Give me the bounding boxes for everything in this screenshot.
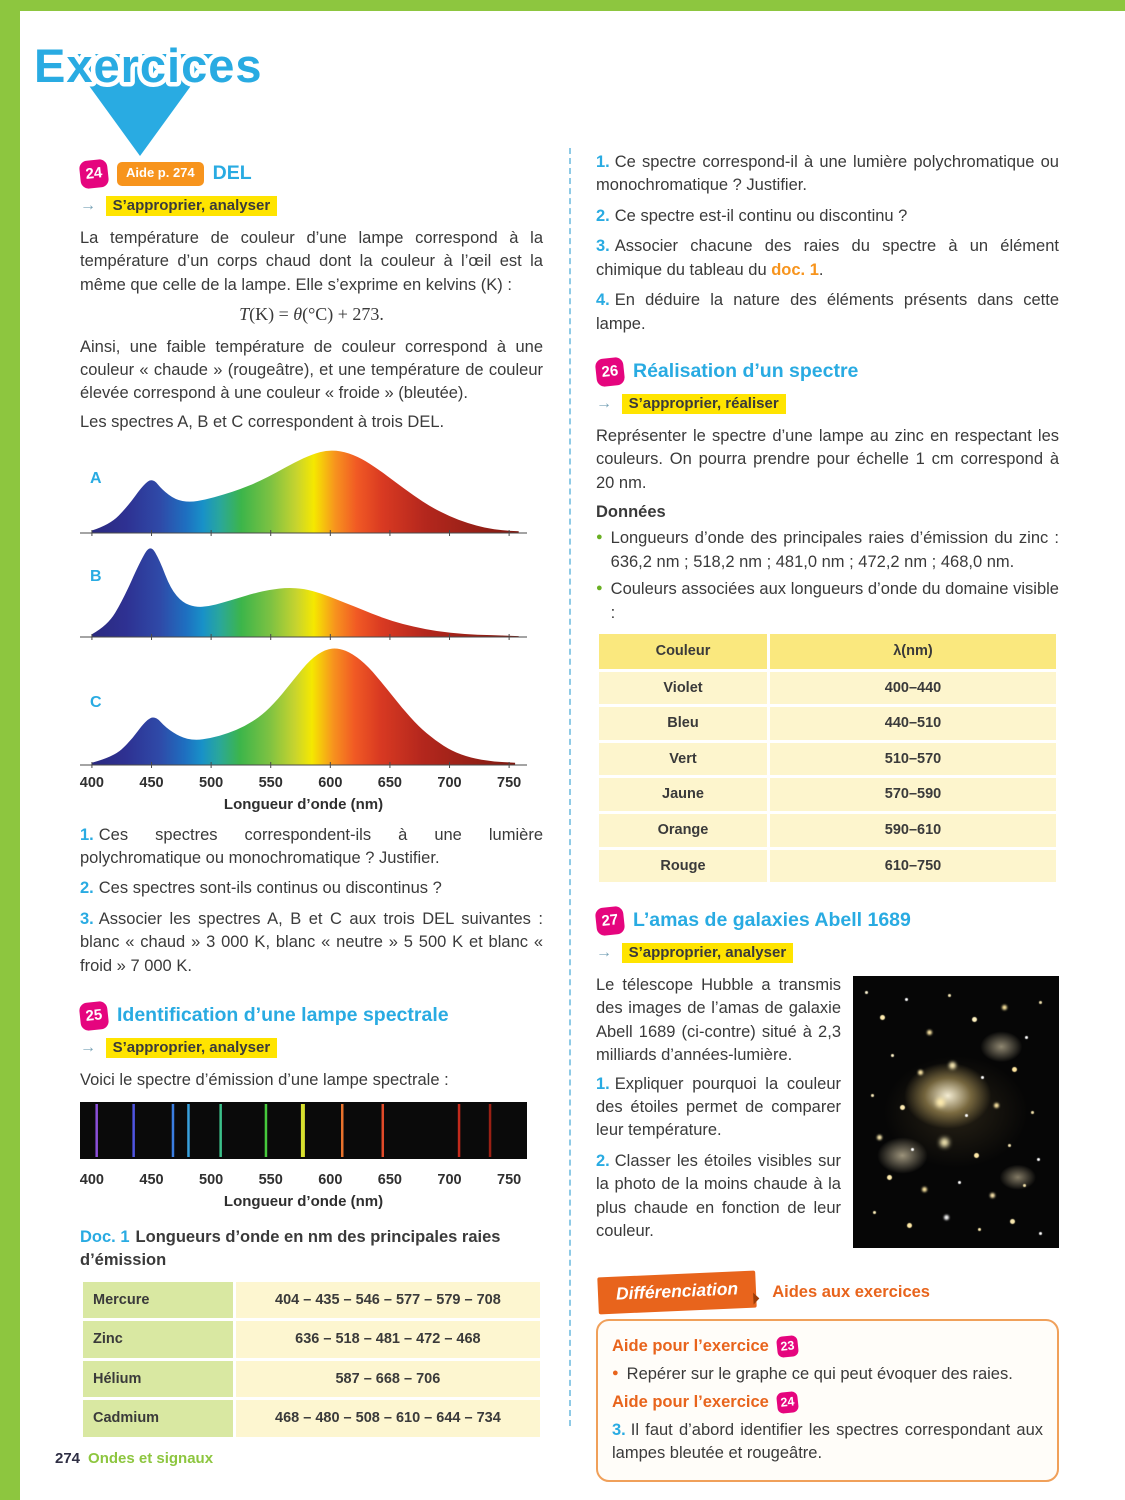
abell-1689-photo — [853, 976, 1059, 1248]
question-number: 1. — [596, 153, 610, 171]
table-header-row — [599, 634, 1056, 669]
aide-bullet — [612, 1363, 1043, 1386]
bullet-text: Longueurs d’onde des principales raies d’émission du zinc : 636,2 nm ; 518,2 nm ; 481,0 nm ; 472,2 nm ; 468,0 nm. — [610, 529, 1059, 571]
del-spectrum-a-chart — [80, 444, 527, 538]
page-title: Exercices — [34, 39, 263, 92]
paragraph: Voici le spectre d’émission d’une lampe spectrale : — [80, 1070, 449, 1089]
range-cell: 590–610 — [770, 814, 1056, 847]
axis-tick-label: 550 — [258, 775, 283, 792]
bullet-icon: ● — [596, 531, 603, 544]
exercise-title: L’amas de galaxies Abell 1689 — [633, 909, 911, 932]
column-divider — [569, 148, 571, 1426]
range-cell: 400–440 — [770, 672, 1056, 705]
axis-tick-label: 500 — [199, 775, 224, 792]
exercise-title: Identification d’une lampe spectrale — [117, 1004, 449, 1027]
bullet-text: Couleurs associées aux longueurs d’onde du domaine visible : — [610, 580, 1059, 622]
table-row — [599, 707, 1056, 740]
differentiation-section — [596, 1274, 1059, 1482]
axis-tick-label: 400 — [79, 1171, 105, 1188]
doc1-table — [80, 1279, 543, 1440]
question-text: Associer les spectres A, B et C aux trois DEL suivantes : blanc « chaud » 3 000 K, blanc « neutre » 5 500 K et blanc « froid » 7 000 K. — [80, 909, 543, 975]
curve-label-a: A — [90, 470, 102, 488]
exercise-24-header — [80, 160, 543, 188]
element-cell: Cadmium — [83, 1400, 233, 1437]
color-cell: Vert — [599, 743, 767, 776]
x-axis-label: Longueur d’onde (nm) — [223, 796, 384, 814]
exercise-24 — [80, 160, 543, 978]
question-number: 2. — [596, 206, 610, 225]
question-text: Ce spectre est-il continu ou discontinu ? — [614, 206, 908, 225]
bullet-icon: ● — [596, 582, 603, 595]
del-spectra-figure — [80, 444, 527, 815]
table-row — [83, 1400, 540, 1437]
exercise-title: DEL — [212, 162, 252, 185]
arrow-icon: → — [596, 944, 612, 962]
bullet-text: Repérer sur le graphe ce qui peut évoquer des raies. — [626, 1365, 1013, 1384]
paragraph: Le télescope Hubble a transmis des images de l’amas de galaxie Abell 1689 (ci-contre) situé à 2,3 milliards d’années-lumière. — [596, 975, 841, 1065]
axis-tick-label: 700 — [437, 1171, 462, 1188]
left-column — [80, 160, 543, 1440]
wavelength-axis-ticks — [80, 773, 527, 793]
table-row — [599, 672, 1056, 705]
aide-title — [612, 1335, 1043, 1358]
exercise-27 — [596, 907, 1059, 1254]
table-row — [599, 814, 1056, 847]
exercise-23-questions — [596, 151, 1059, 336]
data-bullet — [596, 527, 1059, 574]
arrow-icon: → — [80, 1039, 96, 1057]
values-cell: 587 – 668 – 706 — [236, 1361, 540, 1398]
doc1-caption-text: Longueurs d’onde en nm des principales raies d’émission — [80, 1227, 501, 1270]
curve-label-b: B — [90, 568, 102, 586]
question-number: 3. — [80, 909, 94, 928]
bullet-icon: ● — [612, 1367, 619, 1380]
aide-title-text: Aide pour l’exercice — [612, 1336, 769, 1355]
question-text: Classer les étoiles visibles sur la photo de la moins chaude à la plus chaude en fonction de leur couleur. — [596, 1151, 841, 1241]
aide-title — [612, 1391, 1043, 1414]
table-row — [599, 743, 1056, 776]
spectrum-a-row — [80, 444, 527, 538]
color-wavelength-table — [596, 631, 1059, 885]
question-text: Expliquer pourquoi la couleur des étoiles permet de comparer leur température. — [596, 1074, 841, 1140]
values-cell: 404 – 435 – 546 – 577 – 579 – 708 — [236, 1282, 540, 1319]
range-cell: 510–570 — [770, 743, 1056, 776]
stars-layer — [853, 976, 1059, 1248]
element-cell: Hélium — [83, 1361, 233, 1398]
del-spectrum-c-chart — [80, 642, 527, 770]
spectrum-b-row — [80, 538, 527, 642]
color-cell: Rouge — [599, 850, 767, 883]
aide-item — [612, 1419, 1043, 1466]
data-bullet — [596, 578, 1059, 625]
question — [80, 877, 543, 900]
spectrum-c-row — [80, 642, 527, 770]
x-axis-label: Longueur d’onde (nm) — [223, 1192, 384, 1210]
question — [80, 824, 543, 871]
axis-tick-label: 600 — [318, 775, 343, 792]
exercise-number-badge: 24 — [776, 1391, 799, 1414]
column-header: λ(nm) — [770, 634, 1056, 669]
question — [596, 289, 1059, 336]
question — [80, 908, 543, 978]
axis-tick-label: 650 — [377, 775, 403, 792]
temperature-formula — [80, 302, 543, 328]
green-left-bar — [0, 0, 20, 1500]
ribbon-label: Différenciation — [615, 1278, 739, 1304]
del-spectrum-b-chart — [80, 538, 527, 642]
question-text: Ces spectres correspondent-ils à une lumière polychromatique ou monochromatique ? Justifier. — [80, 825, 543, 867]
axis-tick-label: 650 — [377, 1171, 403, 1188]
question-text: Ce spectre correspond-il à une lumière polychromatique ou monochromatique ? Justifier. — [596, 153, 1059, 195]
column-header: Couleur — [599, 634, 767, 669]
question — [596, 205, 1059, 228]
axis-tick-label: 700 — [437, 775, 462, 792]
exercise-number-badge: 27 — [595, 906, 626, 937]
aides-label: Aides aux exercices — [772, 1282, 930, 1301]
element-cell: Mercure — [83, 1282, 233, 1319]
question-text: En déduire la nature des éléments présents dans cette lampe. — [596, 291, 1059, 333]
aide-box — [596, 1319, 1059, 1482]
aide-title-text: Aide pour l’exercice — [612, 1392, 769, 1411]
question — [596, 151, 1059, 198]
aide-item-text: Il faut d’abord identifier les spectres correspondant aux lampes bleutée et rougeâtre. — [612, 1420, 1043, 1463]
question-number: 3. — [612, 1420, 626, 1439]
green-top-bar — [0, 0, 1125, 11]
values-cell: 468 – 480 – 508 – 610 – 644 – 734 — [236, 1400, 540, 1437]
axis-tick-label: 750 — [497, 1171, 522, 1188]
skills-line — [80, 194, 543, 218]
element-cell: Zinc — [83, 1321, 233, 1358]
lamp-spectrum-figure — [80, 1102, 527, 1212]
color-cell: Violet — [599, 672, 767, 705]
wavelength-axis-ticks — [80, 1170, 527, 1190]
data-heading: Données — [596, 502, 666, 521]
exercise-27-body — [596, 974, 1059, 1254]
skills-line — [80, 1036, 543, 1060]
exercise-number-badge: 24 — [79, 159, 110, 190]
skills-line — [596, 392, 1059, 416]
skills-chip: S’approprier, analyser — [106, 196, 278, 216]
axis-tick-label: 500 — [199, 1171, 224, 1188]
doc1-label: Doc. 1 — [80, 1227, 130, 1246]
paragraph: Les spectres A, B et C correspondent à trois DEL. — [80, 412, 445, 431]
curve-label-c: C — [90, 694, 102, 712]
table-row — [599, 850, 1056, 883]
range-cell: 440–510 — [770, 707, 1056, 740]
paragraph: La température de couleur d’une lampe correspond à la température d’un corps chaud dont la couleur à l’œil est la même que celle de la lampe. Elle s’exprime en kelvins (K) : — [80, 228, 543, 294]
doc1-caption — [80, 1226, 543, 1273]
paragraph: Représenter le spectre d’une lampe au zinc en respectant les couleurs. On pourra prendre pour échelle 1 cm correspond à 20 nm. — [596, 426, 1059, 492]
question-number: 3. — [596, 237, 610, 256]
axis-tick-label: 450 — [139, 1171, 164, 1188]
page-number: 274 — [55, 1450, 81, 1467]
skills-chip: S’approprier, réaliser — [622, 394, 786, 414]
exercise-number-badge: 26 — [595, 357, 626, 388]
values-cell: 636 – 518 – 481 – 472 – 468 — [236, 1321, 540, 1358]
question-number: 2. — [80, 879, 94, 898]
right-column — [596, 148, 1059, 1482]
color-cell: Jaune — [599, 778, 767, 811]
exercise-27-header — [596, 907, 1059, 935]
formula-symbol: θ — [293, 303, 303, 324]
question-number: 1. — [80, 825, 94, 844]
differentiation-ribbon — [597, 1270, 757, 1314]
formula-text: (K) = — [249, 303, 294, 324]
axis-tick-label: 450 — [139, 775, 164, 792]
doc1-reference: doc. 1 — [771, 260, 819, 279]
table-row — [599, 778, 1056, 811]
table-row — [83, 1321, 540, 1358]
axis-tick-label: 550 — [258, 1171, 283, 1188]
paragraph: Ainsi, une faible température de couleur correspond à une couleur « chaude » (rougeâtre), et une température de couleur élevée correspond à une couleur « froide » (bleutée). — [80, 337, 543, 403]
skills-chip: S’approprier, analyser — [622, 943, 794, 963]
question-text: Associer chacune des raies du spectre à un élément chimique du tableau du — [596, 237, 1059, 279]
table-row — [83, 1361, 540, 1398]
axis-tick-label: 600 — [318, 1171, 343, 1188]
exercise-number-badge: 23 — [776, 1335, 799, 1358]
differentiation-header — [598, 1274, 1059, 1311]
question — [596, 235, 1059, 282]
exercise-26-header — [596, 358, 1059, 386]
question-text: . — [818, 260, 824, 279]
exercise-25-header — [80, 1002, 543, 1030]
aide-page-chip: Aide p. 274 — [117, 162, 204, 185]
exercise-title: Réalisation d’un spectre — [633, 360, 859, 383]
table-row — [83, 1282, 540, 1319]
question-number: 4. — [596, 291, 610, 310]
page-footer — [55, 1450, 213, 1467]
arrow-icon: → — [596, 394, 612, 412]
exercise-26 — [596, 358, 1059, 885]
range-cell: 610–750 — [770, 850, 1056, 883]
range-cell: 570–590 — [770, 778, 1056, 811]
page-title-wordmark — [24, 28, 324, 108]
question-text: Ces spectres sont-ils continus ou discontinus ? — [98, 879, 442, 898]
question-number: 2. — [596, 1151, 610, 1170]
exercise-number-badge: 25 — [79, 1001, 110, 1032]
color-cell: Bleu — [599, 707, 767, 740]
formula-text: (°C) + 273. — [302, 303, 384, 324]
arrow-icon: → — [80, 197, 96, 214]
axis-tick-label: 750 — [497, 775, 522, 792]
lamp-emission-spectrum-chart — [80, 1102, 527, 1159]
color-cell: Orange — [599, 814, 767, 847]
skills-line — [596, 941, 1059, 965]
formula-symbol: T — [239, 303, 250, 324]
axis-tick-label: 400 — [79, 775, 105, 792]
chapter-title: Ondes et signaux — [88, 1450, 214, 1467]
exercise-25 — [80, 1002, 543, 1440]
skills-chip: S’approprier, analyser — [106, 1038, 278, 1058]
question-number: 1. — [596, 1074, 610, 1093]
